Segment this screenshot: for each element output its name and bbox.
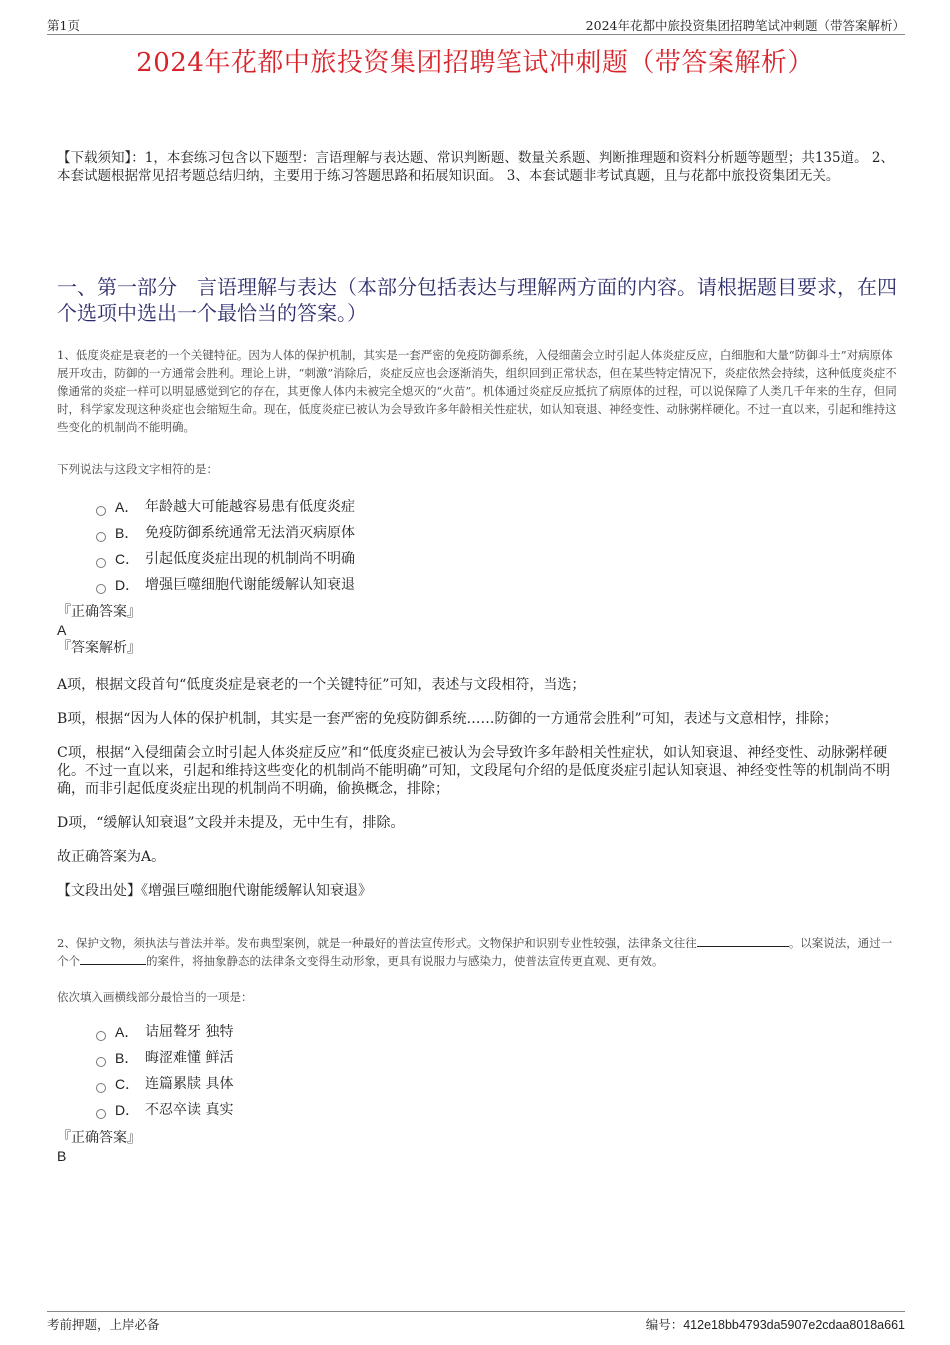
page-number: 第1页 — [47, 18, 80, 33]
blank-1 — [697, 934, 789, 947]
question-2-answer-block — [57, 1129, 141, 1165]
radio-icon[interactable] — [96, 1057, 106, 1067]
question-1-prompt: 下列说法与这段文字相符的是： — [57, 462, 218, 476]
radio-icon[interactable] — [96, 558, 106, 568]
section-heading: 一、第一部分 言语理解与表达（本部分包括表达与理解两方面的内容。请根据题目要求，在四个选项中选出一个最恰当的答案。） — [57, 275, 897, 325]
blank-2 — [80, 952, 146, 965]
footer-code: 编号：412e18bb4793da5907e2cdaa8018a661 — [645, 1317, 905, 1332]
header-doc-title: 2024年花都中旅投资集团招聘笔试冲刺题（带答案解析） — [585, 18, 905, 33]
analysis-c: C项，根据“入侵细菌会立时引起人体炎症反应”和“低度炎症已被认为会导致许多年龄相关性症状，如认知衰退、神经变性、动脉粥样硬化。不过一直以来，引起和维持这些变化的机制尚不能明确”可知，文段尾句介绍的是低度炎症引起认知衰退、神经变性等的机制尚不明确，而非引起低度炎症出现的机制尚不明确，偷换概念，排除； — [57, 745, 891, 797]
footer-slogan: 考前押题，上岸必备 — [47, 1317, 160, 1332]
download-notice: 【下载须知】：1，本套练习包含以下题型：言语理解与表达题、常识判断题、数量关系题、判断推理题和资料分析题等题型；共135道。 2、本套试题根据常见招考题总结归纳，主要用于练习答题思路和拓展知识面。 3、本套试题非考试真题，且与花都中旅投资集团无关。 — [57, 150, 894, 184]
radio-icon[interactable] — [96, 532, 106, 542]
option-d[interactable]: D． 不忍卒读 真实 — [96, 1097, 233, 1123]
option-b[interactable]: B． 晦涩难懂 鲜活 — [96, 1045, 233, 1071]
analysis-conclusion: 故正确答案为A。 — [57, 849, 166, 865]
option-c[interactable]: C． 连篇累牍 具体 — [96, 1071, 233, 1097]
radio-icon[interactable] — [96, 584, 106, 594]
question-2-options — [96, 1019, 233, 1123]
radio-icon[interactable] — [96, 1031, 106, 1041]
question-1-options — [96, 494, 355, 598]
radio-icon[interactable] — [96, 506, 106, 516]
answer-value: B — [57, 1148, 67, 1164]
radio-icon[interactable] — [96, 1109, 106, 1119]
analysis-b: B项，根据“因为人体的保护机制，其实是一套严密的免疫防御系统……防御的一方通常会胜利”可知，表述与文意相悖，排除； — [57, 711, 838, 727]
question-1-answer-block — [57, 603, 141, 657]
option-a[interactable]: A． 年龄越大可能越容易患有低度炎症 — [96, 494, 355, 520]
option-d[interactable]: D． 增强巨噬细胞代谢能缓解认知衰退 — [96, 572, 355, 598]
document-title: 2024年花都中旅投资集团招聘笔试冲刺题（带答案解析） — [136, 48, 814, 78]
analysis-d: D项，“缓解认知衰退”文段并未提及，无中生有，排除。 — [57, 815, 405, 831]
page-header — [47, 14, 905, 35]
question-2-prompt: 依次填入画横线部分最恰当的一项是： — [57, 990, 253, 1004]
answer-value: A — [57, 622, 67, 638]
answer-label: 『正确答案』 — [57, 604, 141, 620]
answer-label: 『正确答案』 — [57, 1130, 141, 1146]
page-footer — [47, 1311, 905, 1332]
question-1-text: 1、低度炎症是衰老的一个关键特征。因为人体的保护机制，其实是一套严密的免疫防御系统，入侵细菌会立时引起人体炎症反应，白细胞和大量“防御斗士”对病原体展开攻击，防御的一方通常会胜利。理论上讲，“刺激”消除后，炎症反应也会逐渐消失，组织回到正常状态，但在某些特定情况下，炎症依然会持续，这种低度炎症不像通常的炎症一样可以明显感觉到它的存在，其更像人体内未被完全熄灭的“火苗”。机体通过炎症反应抵抗了病原体的过程，可以说保障了人类几千年来的生存，但同时，科学家发现这种炎症也会缩短生命。现在，低度炎症已被认为会导致许多年龄相关性症状，如认知衰退、神经变性、动脉粥样硬化。不过一直以来，引起和维持这些变化的机制尚不能明确。 — [57, 348, 897, 434]
source-citation: 【文段出处】《增强巨噬细胞代谢能缓解认知衰退》 — [57, 883, 372, 899]
analysis-label: 『答案解析』 — [57, 640, 141, 656]
question-1-analysis — [57, 676, 897, 900]
question-2-text: 2、保护文物，须执法与普法并举。发布典型案例，就是一种最好的普法宣传形式。文物保护和识别专业性较强，法律条文往往 。以案说法，通过一个个 的案件，将抽象静态的法律条文变得生动形象，更具有说服力与感染力，使普法宣传更直观、更有效。 — [57, 936, 893, 968]
option-b[interactable]: B． 免疫防御系统通常无法消灭病原体 — [96, 520, 355, 546]
analysis-a: A项，根据文段首句“低度炎症是衰老的一个关键特征”可知，表述与文段相符，当选； — [57, 677, 586, 693]
option-a[interactable]: A． 诘屈聱牙 独特 — [96, 1019, 233, 1045]
radio-icon[interactable] — [96, 1083, 106, 1093]
option-c[interactable]: C． 引起低度炎症出现的机制尚不明确 — [96, 546, 355, 572]
